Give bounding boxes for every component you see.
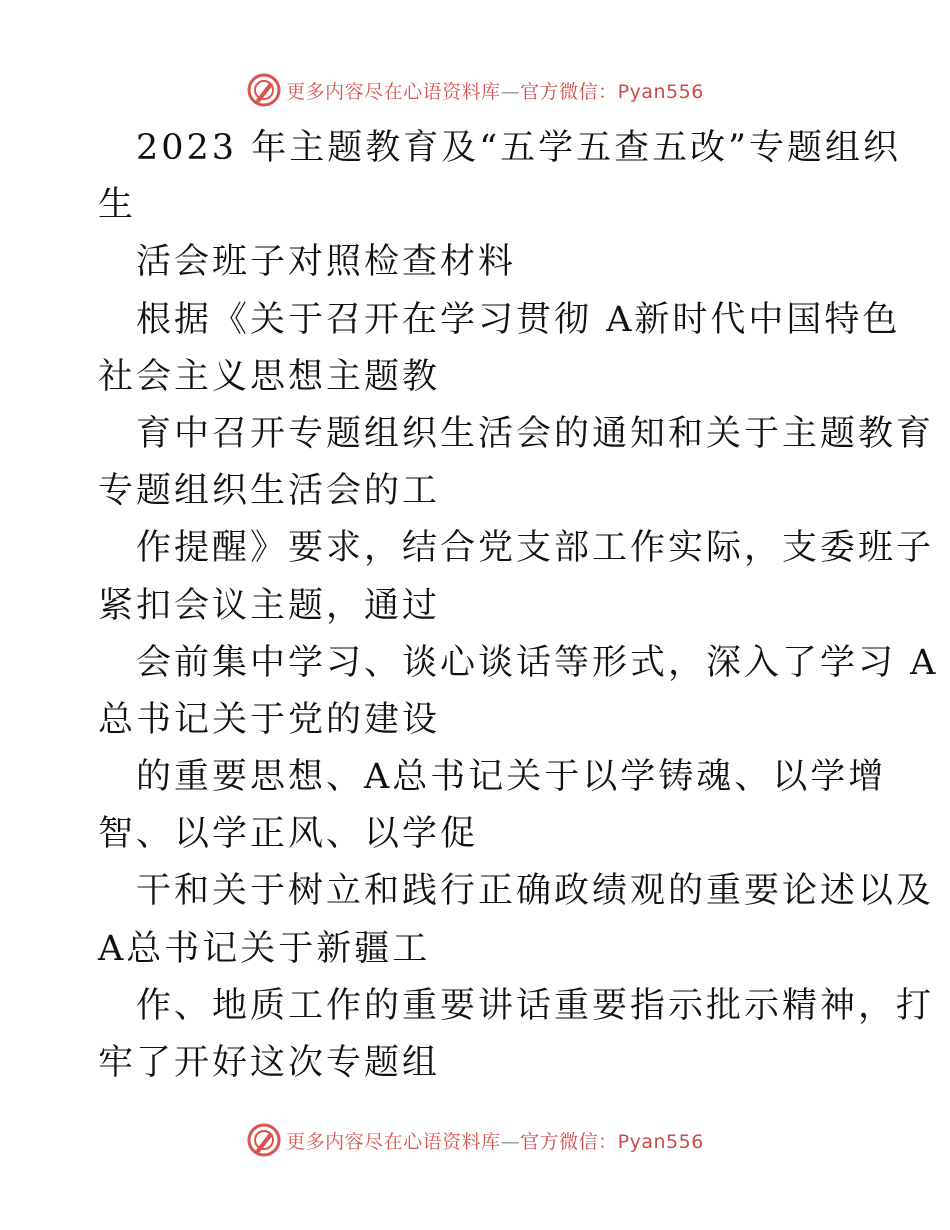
watermark-separator: —	[500, 1130, 521, 1153]
watermark-text	[286, 77, 704, 104]
paragraph-line: 专题组织生活会的工	[98, 471, 441, 512]
title-line: 生	[98, 185, 137, 226]
pen-logo-icon	[246, 1122, 282, 1158]
watermark-header	[0, 70, 950, 110]
paragraph-line: 会前集中学习、谈心谈话等形式，深入了学习 A	[136, 642, 939, 683]
paragraph-line: 作提醒》要求，结合党支部工作实际，支委班子	[136, 528, 935, 569]
watermark-separator: —	[500, 80, 521, 103]
pen-logo-icon	[246, 72, 282, 108]
document-body	[98, 120, 939, 1092]
title-line: 活会班子对照检查材料	[136, 242, 517, 283]
watermark-main: 更多内容尽在心语资料库	[286, 1130, 501, 1153]
watermark-contact: 官方微信：Pyan556	[520, 1130, 704, 1153]
paragraph-line: 紧扣会议主题，通过	[98, 585, 441, 626]
paragraph-line: 社会主义思想主题教	[98, 356, 441, 397]
paragraph-line: A总书记关于新疆工	[98, 928, 431, 969]
watermark-text	[286, 1127, 704, 1154]
paragraph-line: 根据《关于召开在学习贯彻 A新时代中国特色	[136, 299, 901, 340]
paragraph-line: 干和关于树立和践行正确政绩观的重要论述以及	[136, 871, 935, 912]
watermark-footer	[0, 1120, 950, 1160]
paragraph-line: 牢了开好这次专题组	[98, 1043, 441, 1083]
paragraph-line: 总书记关于党的建设	[98, 699, 441, 740]
paragraph-line: 育中召开专题组织生活会的通知和关于主题教育	[136, 413, 935, 454]
watermark-contact: 官方微信：Pyan556	[520, 80, 704, 103]
watermark-main: 更多内容尽在心语资料库	[286, 80, 501, 103]
title-line: 2023 年主题教育及“五学五查五改”专题组织	[136, 128, 901, 168]
paragraph-line: 智、以学正风、以学促	[98, 814, 479, 855]
paragraph-line: 的重要思想、A总书记关于以学铸魂、以学增	[136, 757, 887, 798]
paragraph-line: 作、地质工作的重要讲话重要指示批示精神，打	[136, 985, 935, 1026]
